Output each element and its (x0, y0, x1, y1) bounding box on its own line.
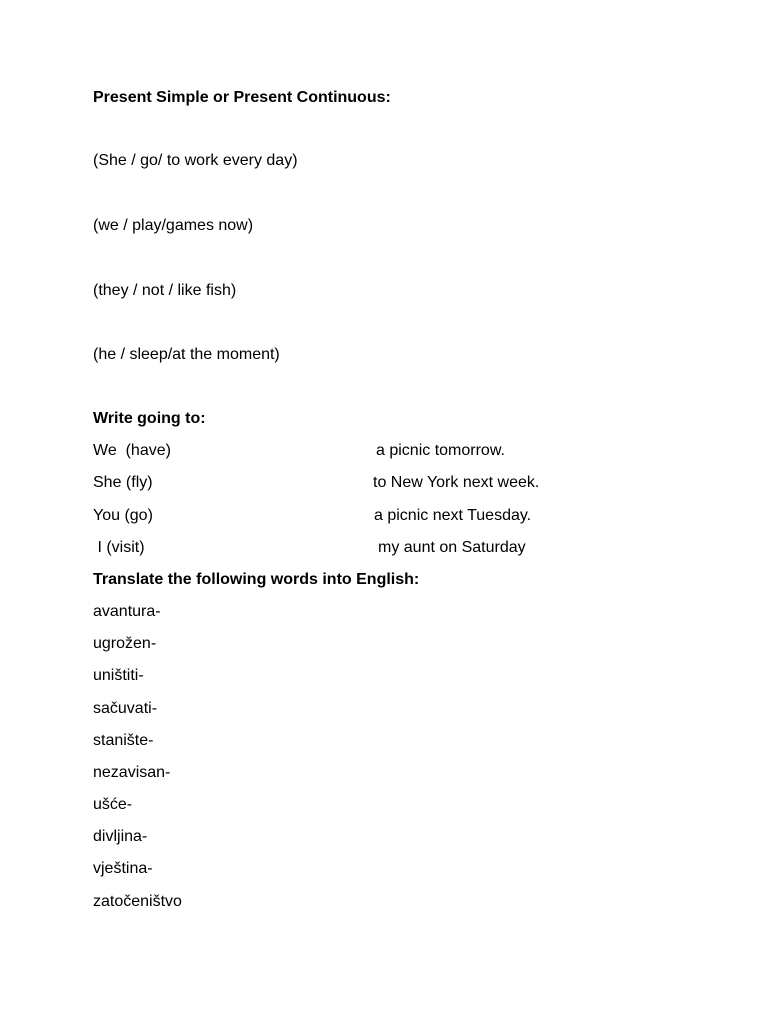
vocabulary-word: vještina- (93, 860, 153, 877)
going-to-completion: a picnic next Tuesday. (374, 507, 532, 524)
going-to-completion: my aunt on Saturday (378, 539, 526, 556)
going-to-subject: You (go) (93, 507, 153, 524)
vocabulary-word: avantura- (93, 603, 161, 620)
vocabulary-word: ušće- (93, 796, 133, 813)
section-heading-translate: Translate the following words into English: (93, 571, 420, 588)
going-to-completion: to New York next week. (373, 474, 540, 491)
exercise-item: (we / play/games now) (93, 217, 254, 234)
exercise-item: (he / sleep/at the moment) (93, 346, 280, 363)
exercise-item: (She / go/ to work every day) (93, 152, 298, 169)
vocabulary-word: nezavisan- (93, 764, 171, 781)
vocabulary-word: ugrožen- (93, 635, 157, 652)
vocabulary-word: divljina- (93, 828, 148, 845)
going-to-completion: a picnic tomorrow. (376, 442, 505, 459)
vocabulary-word: uništiti- (93, 667, 144, 684)
exercise-item: (they / not / like fish) (93, 282, 237, 299)
going-to-subject: I (visit) (93, 539, 145, 556)
section-heading-going-to: Write going to: (93, 410, 206, 427)
vocabulary-word: zatočeništvo (93, 893, 182, 910)
vocabulary-word: stanište- (93, 732, 154, 749)
vocabulary-word: sačuvati- (93, 700, 158, 717)
section-heading-present-simple: Present Simple or Present Continuous: (93, 89, 391, 106)
going-to-subject: She (fly) (93, 474, 153, 491)
going-to-subject: We (have) (93, 442, 171, 459)
